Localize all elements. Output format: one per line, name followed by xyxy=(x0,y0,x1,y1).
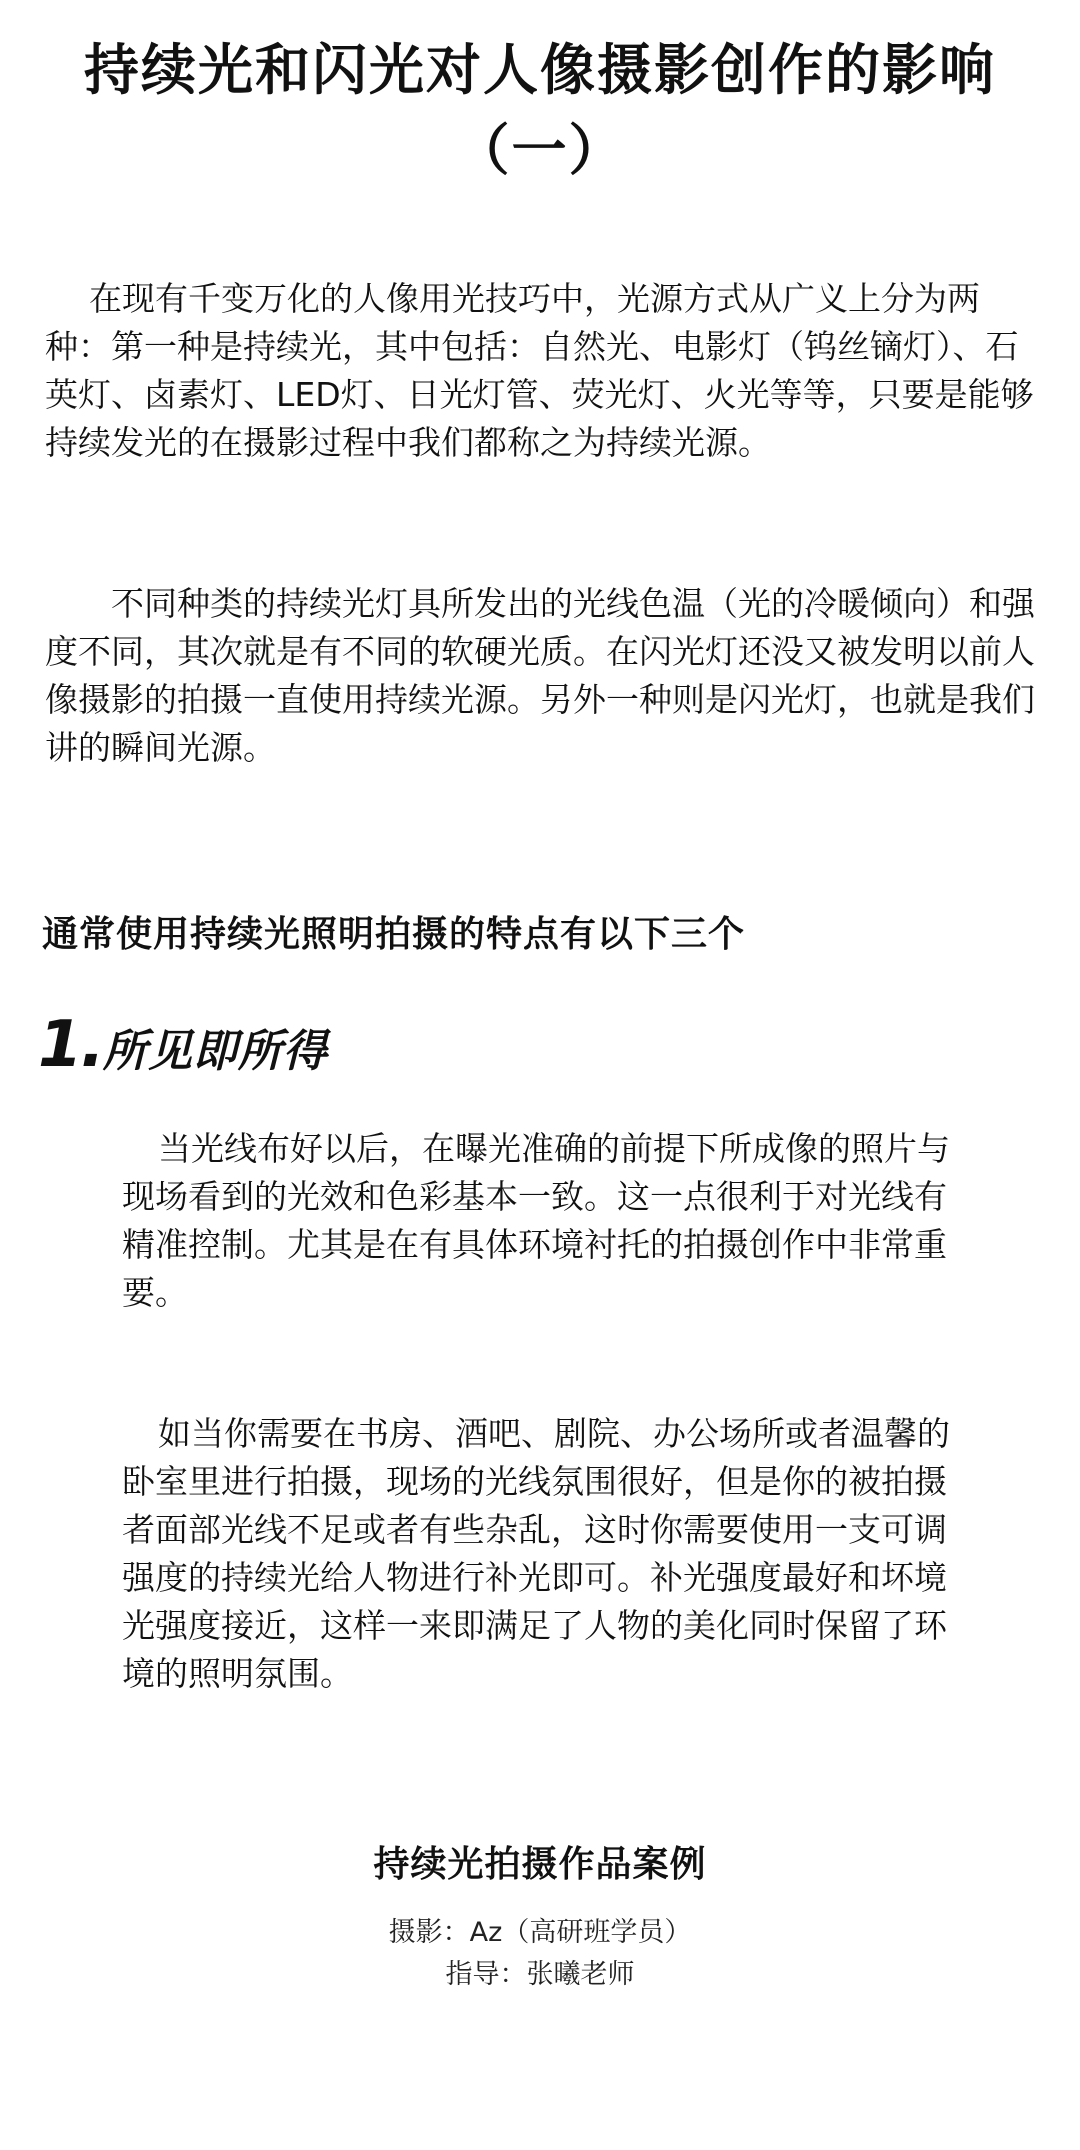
works-title: 持续光拍摄作品案例 xyxy=(373,1844,707,1885)
instructor-credit: 指导：张曦老师 xyxy=(445,1959,635,1990)
article-title: 持续光和闪光对人像摄影创作的影响（一） xyxy=(83,38,996,182)
point-title: 所见即所得 xyxy=(102,1026,328,1077)
intro-paragraph: 在现有千变万化的人像用光技巧中，光源方式从广义上分为两种：第一种是持续光，其中包括：自然光、电影灯（钨丝镝灯）、石英灯、卤素灯、LED灯、日光灯管、荧光灯、火光等等，只要是能够持续发光的在摄影过程中我们都称之为持续光源。 xyxy=(45,279,1034,462)
photographer-credit: 摄影：Az（高研班学员） xyxy=(388,1917,692,1948)
point-paragraph: 当光线布好以后，在曝光准确的前提下所成像的照片与现场看到的光效和色彩基本一致。这一点很利于对光线有精准控制。尤其是在有具体环境衬托的拍摄创作中非常重要。 xyxy=(122,1129,950,1312)
point-paragraph: 如当你需要在书房、酒吧、剧院、办公场所或者温馨的卧室里进行拍摄，现场的光线氛围很好，但是你的被拍摄者面部光线不足或者有些杂乱，这时你需要使用一支可调强度的持续光给人物进行补光即可。补光强度最好和坏境光强度接近，这样一来即满足了人物的美化同时保留了环境的照明氛围。 xyxy=(122,1414,950,1693)
point-number: 1. xyxy=(38,1008,103,1082)
color-temperature-paragraph: 不同种类的持续光灯具所发出的光线色温（光的冷暖倾向）和强度不同，其次就是有不同的软硬光质。在闪光灯还没又被发明以前人像摄影的拍摄一直使用持续光源。另外一种则是闪光灯，也就是我们讲的瞬间光源。 xyxy=(45,584,1035,767)
section-heading: 通常使用持续光照明拍摄的特点有以下三个 xyxy=(42,914,746,955)
point-heading xyxy=(38,1005,738,1101)
